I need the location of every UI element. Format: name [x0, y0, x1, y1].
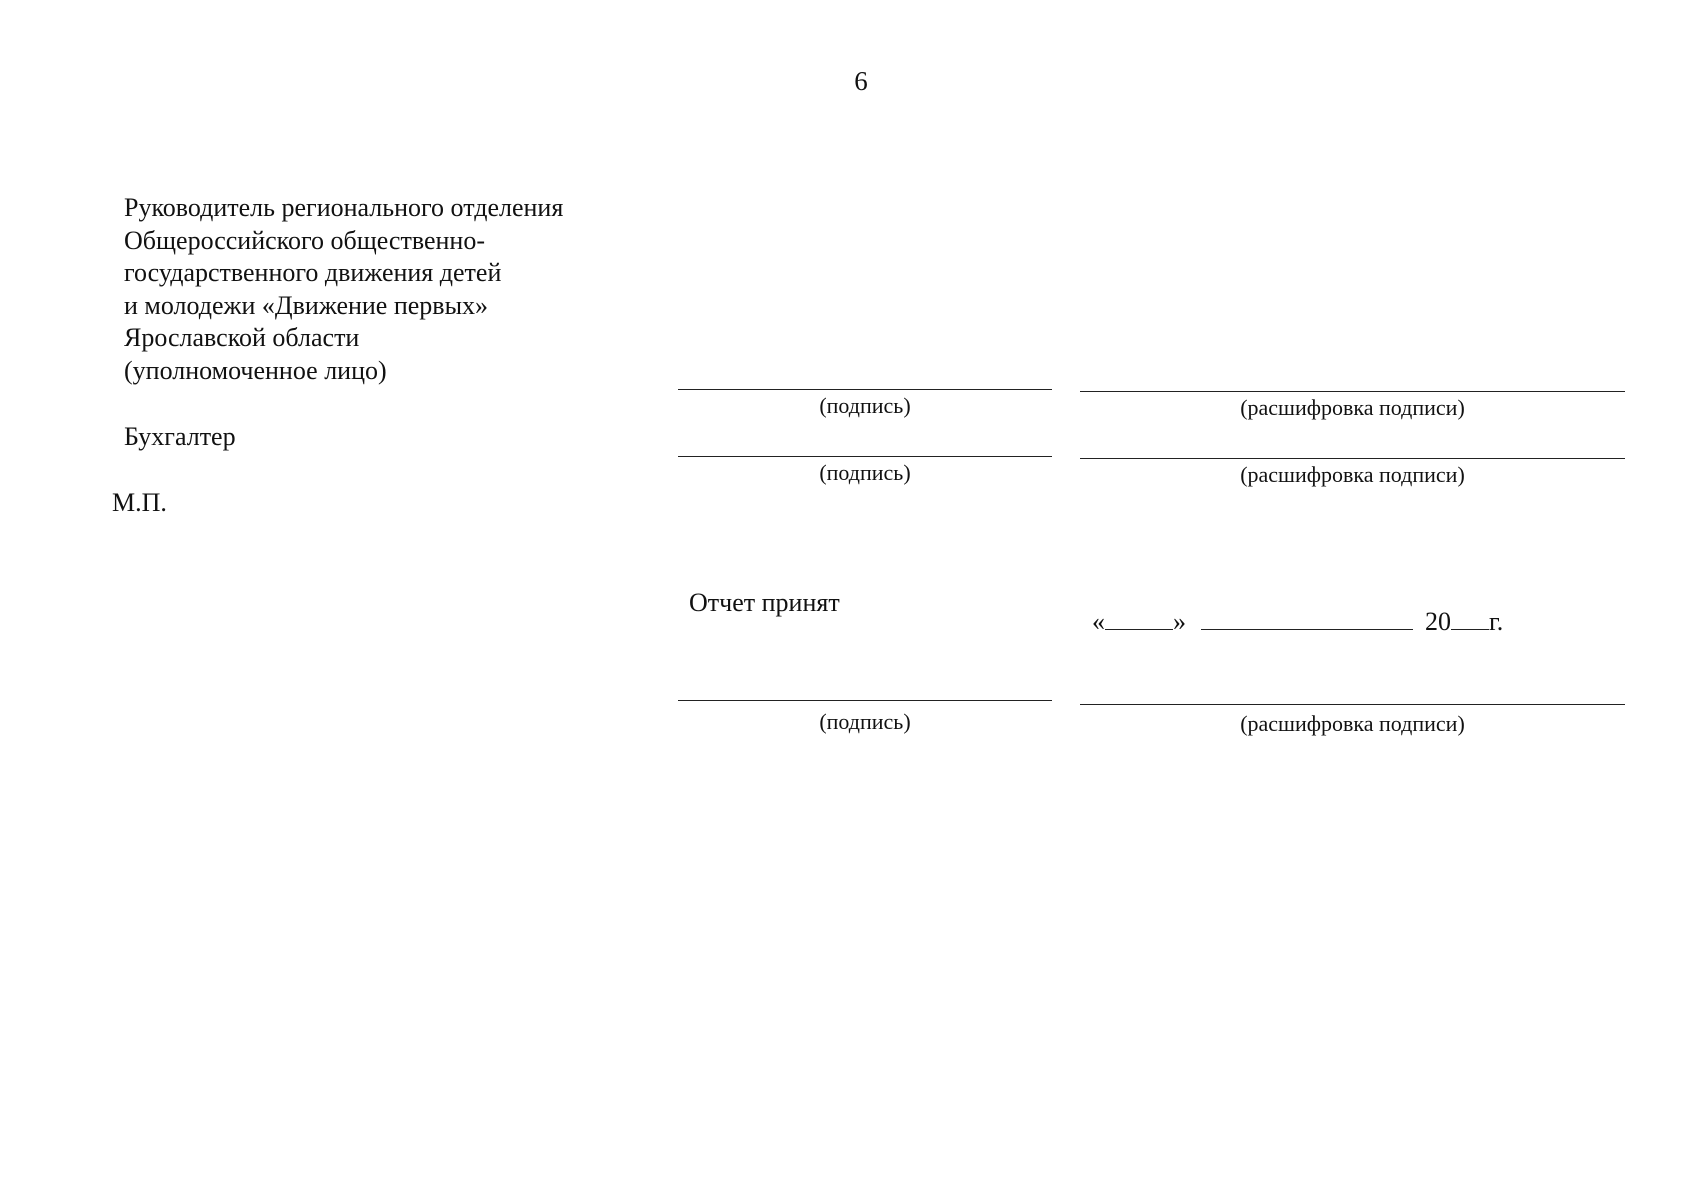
- accountant-signature-caption: (подпись): [819, 460, 911, 485]
- acceptor-decoding-caption: (расшифровка подписи): [1240, 711, 1465, 736]
- position-line: Руководитель регионального отделения: [124, 193, 564, 222]
- page-number: 6: [854, 66, 868, 96]
- date-close-quote: »: [1173, 607, 1186, 636]
- date-month-blank: [1201, 603, 1413, 630]
- position-line: Общероссийского общественно-: [124, 225, 485, 255]
- date-year-blank: [1451, 603, 1489, 630]
- acceptance-date: [1092, 603, 1503, 637]
- head-decoding-caption: (расшифровка подписи): [1240, 395, 1465, 420]
- stamp-label: М.П.: [112, 488, 167, 517]
- accountant-signature-line: [678, 456, 1052, 457]
- head-decoding-line: [1080, 391, 1625, 392]
- accountant-decoding-caption: (расшифровка подписи): [1240, 462, 1465, 487]
- date-year-prefix: 20: [1425, 607, 1451, 636]
- date-year-suffix: г.: [1489, 607, 1504, 636]
- head-position-block: [124, 192, 563, 387]
- head-signature-line: [678, 389, 1052, 390]
- report-accepted-label: Отчет принят: [689, 588, 840, 617]
- position-line: (уполномоченное лицо): [124, 355, 387, 385]
- date-day-blank: [1105, 603, 1173, 630]
- head-signature-caption: (подпись): [819, 393, 911, 418]
- acceptor-signature-line: [678, 700, 1052, 701]
- accountant-decoding-line: [1080, 458, 1625, 459]
- position-line: Ярославской области: [124, 323, 360, 352]
- position-line: государственного движения детей: [124, 258, 502, 287]
- acceptor-decoding-line: [1080, 704, 1625, 705]
- position-line: и молодежи «Движение первых»: [124, 290, 489, 320]
- acceptor-signature-caption: (подпись): [819, 709, 911, 734]
- accountant-label: Бухгалтер: [124, 422, 236, 451]
- date-open-quote: «: [1092, 607, 1105, 636]
